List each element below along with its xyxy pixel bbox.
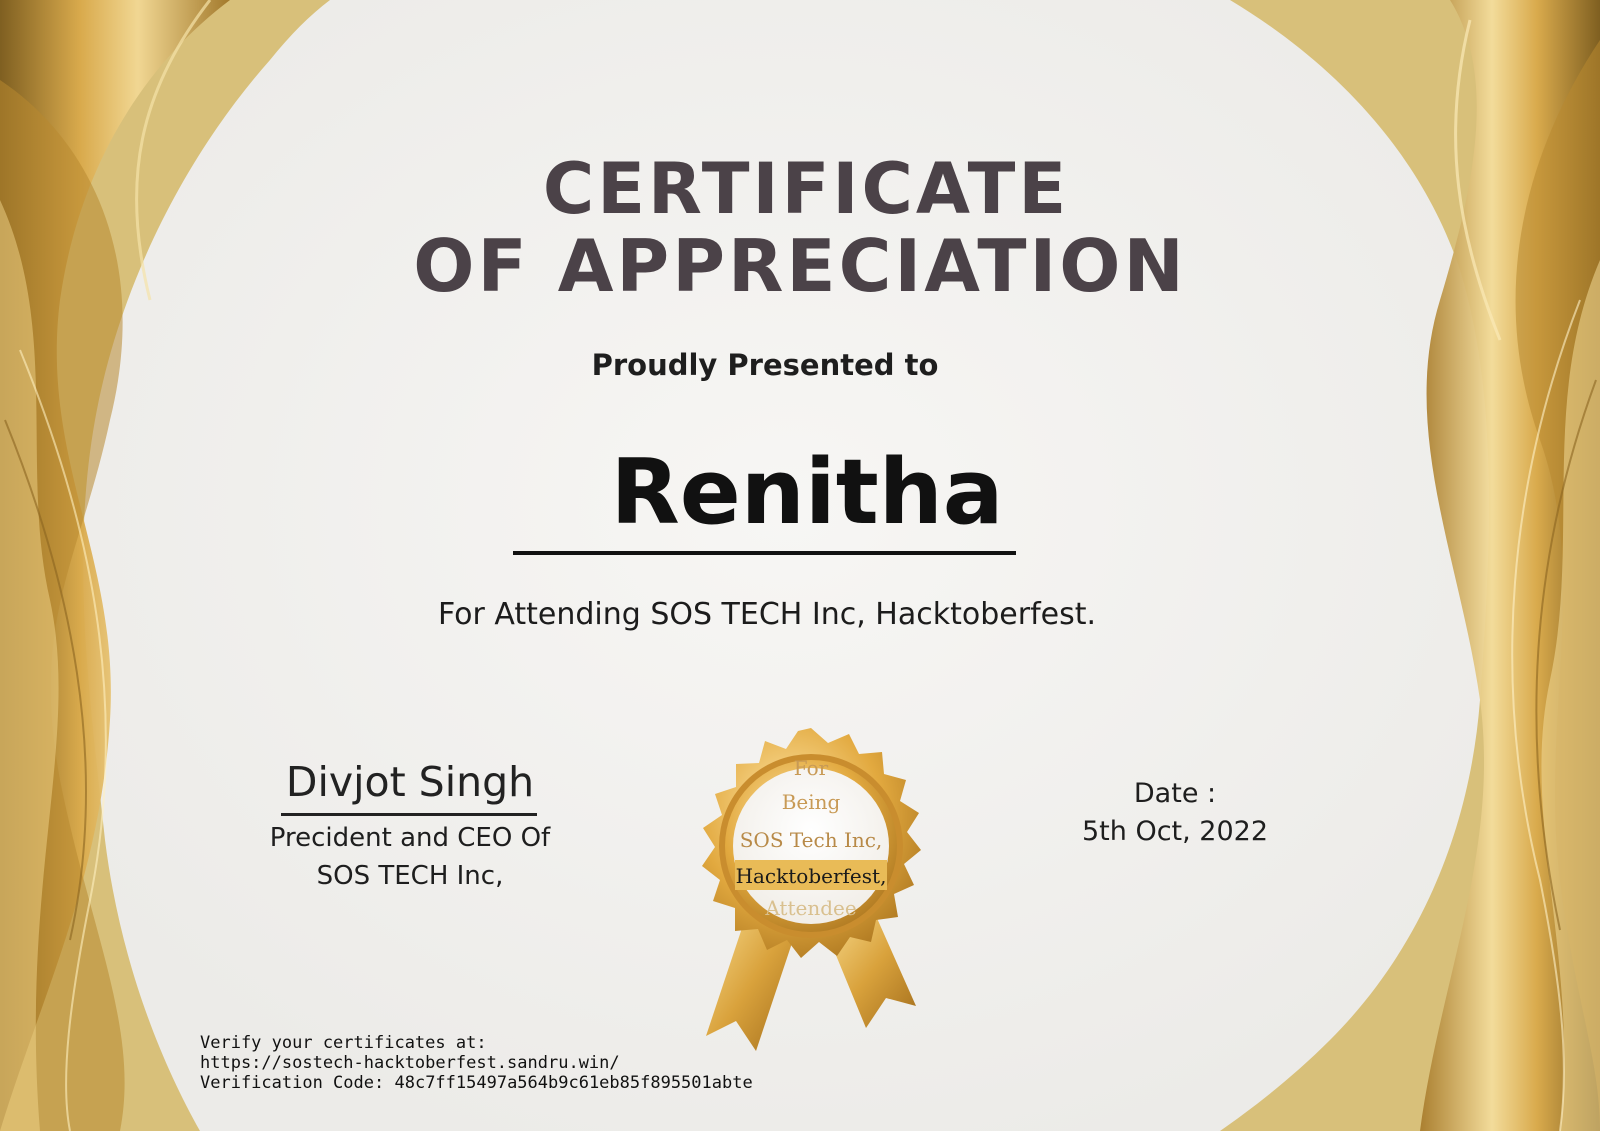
award-seal [676,716,946,1066]
verification-code-label: Verification Code: [200,1073,385,1093]
signature-line [281,813,537,816]
verify-url[interactable]: https://sostech-hacktoberfest.sandru.win/ [200,1053,620,1073]
seal-text-line4: Hacktoberfest, [735,864,887,888]
certificate-title-line1: CERTIFICATE [542,148,1070,230]
verification-code: 48c7ff15497a564b9c61eb85f895501abte [394,1073,753,1093]
seal-text-line1: For [793,756,829,780]
certificate-title-line2: OF APPRECIATION [413,224,1187,308]
date-value: 5th Oct, 2022 [1081,816,1269,847]
presented-to-text: Proudly Presented to [591,348,939,382]
reason-text: For Attending SOS TECH Inc, Hacktoberfest. [437,597,1097,632]
verify-instruction: Verify your certificates at: [200,1033,487,1053]
signatory-name: Divjot Singh [285,758,535,806]
verification-block [200,1033,753,1093]
seal-text-line2: Being [781,790,841,814]
seal-text-line3: SOS Tech Inc, [739,828,883,852]
recipient-name: Renitha [610,440,1004,545]
recipient-underline [513,551,1016,555]
date-label: Date : [1133,778,1217,809]
seal-text-line5: Attendee [765,896,857,920]
signatory-role-line2: SOS TECH Inc, [316,861,504,891]
verification-code-row [200,1073,753,1093]
signatory-role-line1: Precident and CEO Of [269,823,551,853]
